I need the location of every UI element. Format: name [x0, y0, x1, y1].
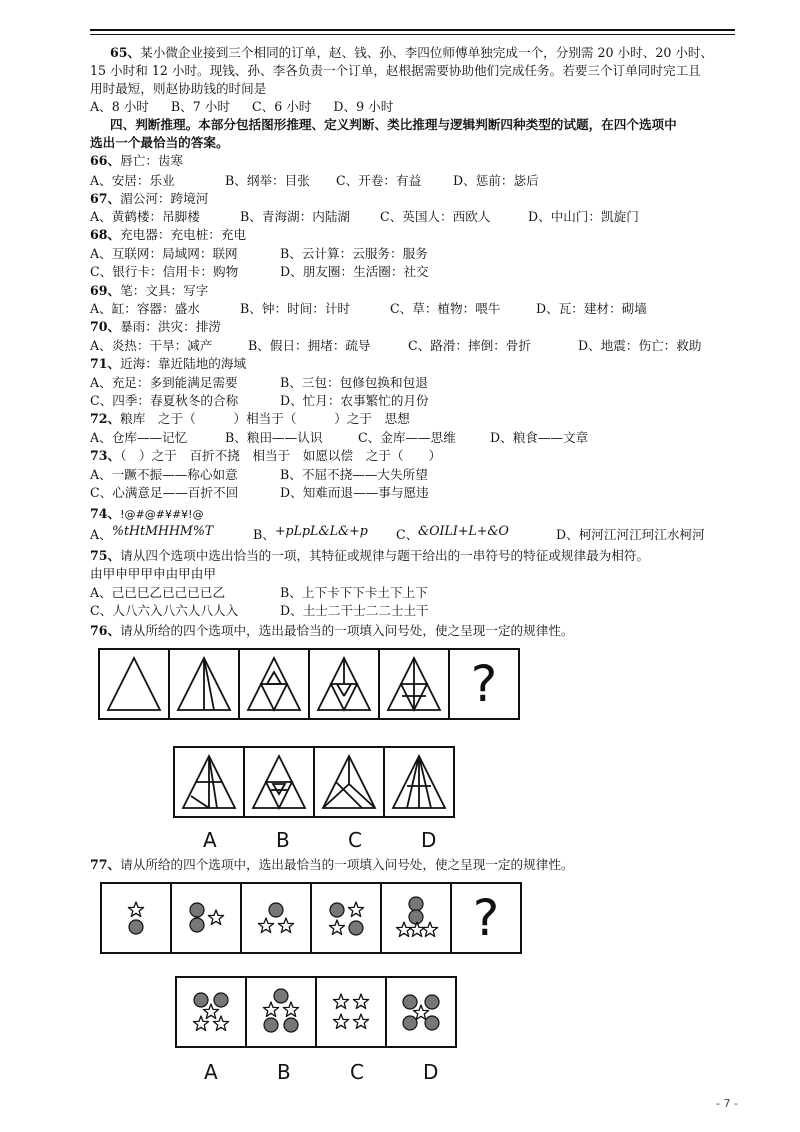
- q77-option-a[interactable]: [175, 976, 247, 1048]
- q76-label-d: D: [421, 828, 437, 852]
- q68-stem: 68、充电器：充电桩：充电: [90, 227, 247, 242]
- q65-line1: 65、某小微企业接到三个相同的订单，赵、钱、孙、李四位师傅单独完成一个，分别需 20 小时、20 小时、: [110, 45, 714, 60]
- q76-figure-3: [238, 648, 310, 720]
- q76-label-c: C: [348, 828, 362, 852]
- q76-figure-1: [98, 648, 170, 720]
- question-mark-icon: ?: [470, 655, 498, 713]
- q77-figure-3: [240, 882, 312, 954]
- q65-line2: 15 小时和 12 小时。现钱、孙、李各负责一个订单，赵根据需要协助他们完成任务。若要三个订单同时完工且: [90, 63, 701, 78]
- q76-option-b[interactable]: [243, 746, 315, 818]
- q75-sequence: 由甲申甲甲申由甲由甲: [90, 566, 216, 581]
- q76-options-strip: [173, 746, 455, 818]
- page-number: - 7 -: [716, 1097, 738, 1110]
- q76-question-cell: [448, 648, 520, 720]
- q76-figure-4: [308, 648, 380, 720]
- q76-label-b: B: [276, 828, 290, 852]
- q77-figure-4: [310, 882, 382, 954]
- section-heading: 四、判断推理。本部分包括图形推理、定义判断、类比推理与逻辑判断四种类型的试题，在四个选项中: [110, 117, 677, 132]
- q75-stem: 75、请从四个选项中选出恰当的一项，其特征或规律与题干给出的一串符号的特征或规律最为相符。: [90, 548, 650, 563]
- q76-figure-2: [168, 648, 240, 720]
- header-rule: [90, 29, 735, 31]
- q70-stem: 70、暴雨：洪灾：排涝: [90, 319, 221, 334]
- q76-option-a[interactable]: [173, 746, 245, 818]
- q77-figure-5: [380, 882, 452, 954]
- q69-stem: 69、笔：文具：写字: [90, 283, 209, 298]
- q77-question-cell: [450, 882, 522, 954]
- q77-option-d[interactable]: [385, 976, 457, 1048]
- q77-option-b[interactable]: [245, 976, 317, 1048]
- q77-stem: 77、请从所给的四个选项中，选出最恰当的一项填入问号处，使之呈现一定的规律性。: [90, 857, 574, 872]
- q77-option-c[interactable]: [315, 976, 387, 1048]
- q71-stem: 71、近海：靠近陆地的海域: [90, 356, 247, 371]
- q76-stem: 76、请从所给的四个选项中，选出最恰当的一项填入问号处，使之呈现一定的规律性。: [90, 623, 574, 638]
- q77-label-c: C: [350, 1060, 364, 1084]
- q77-label-a: A: [204, 1060, 218, 1084]
- q74-stem: 74、!@#@#¥#¥!@: [90, 506, 204, 521]
- q76-option-d[interactable]: [383, 746, 455, 818]
- q77-question-strip: [100, 882, 522, 954]
- header-rule-thin: [90, 34, 735, 35]
- q77-label-d: D: [423, 1060, 439, 1084]
- q73-stem: 73、（ ）之于 百折不挠 相当于 如愿以偿 之于（ ）: [90, 448, 442, 463]
- q72-stem: 72、粮库 之于（ ）相当于（ ）之于 思想: [90, 411, 410, 426]
- q76-option-c[interactable]: [313, 746, 385, 818]
- q76-question-strip: [98, 648, 520, 720]
- q77-options-strip: [175, 976, 457, 1048]
- q66-stem: 66、唇亡：齿寒: [90, 153, 184, 168]
- q65-line3: 用时最短，则赵协助钱的时间是: [90, 81, 267, 96]
- q77-figure-1: [100, 882, 172, 954]
- question-mark-icon: ?: [472, 889, 500, 947]
- q77-figure-2: [170, 882, 242, 954]
- q67-stem: 67、湄公河：跨境河: [90, 191, 209, 206]
- q76-label-a: A: [203, 828, 217, 852]
- q65-options: A、8 小时 B、7 小时 C、6 小时 D、9 小时: [90, 99, 394, 114]
- q77-label-b: B: [277, 1060, 291, 1084]
- q76-figure-5: [378, 648, 450, 720]
- section-heading-2: 选出一个最恰当的答案。: [90, 135, 229, 150]
